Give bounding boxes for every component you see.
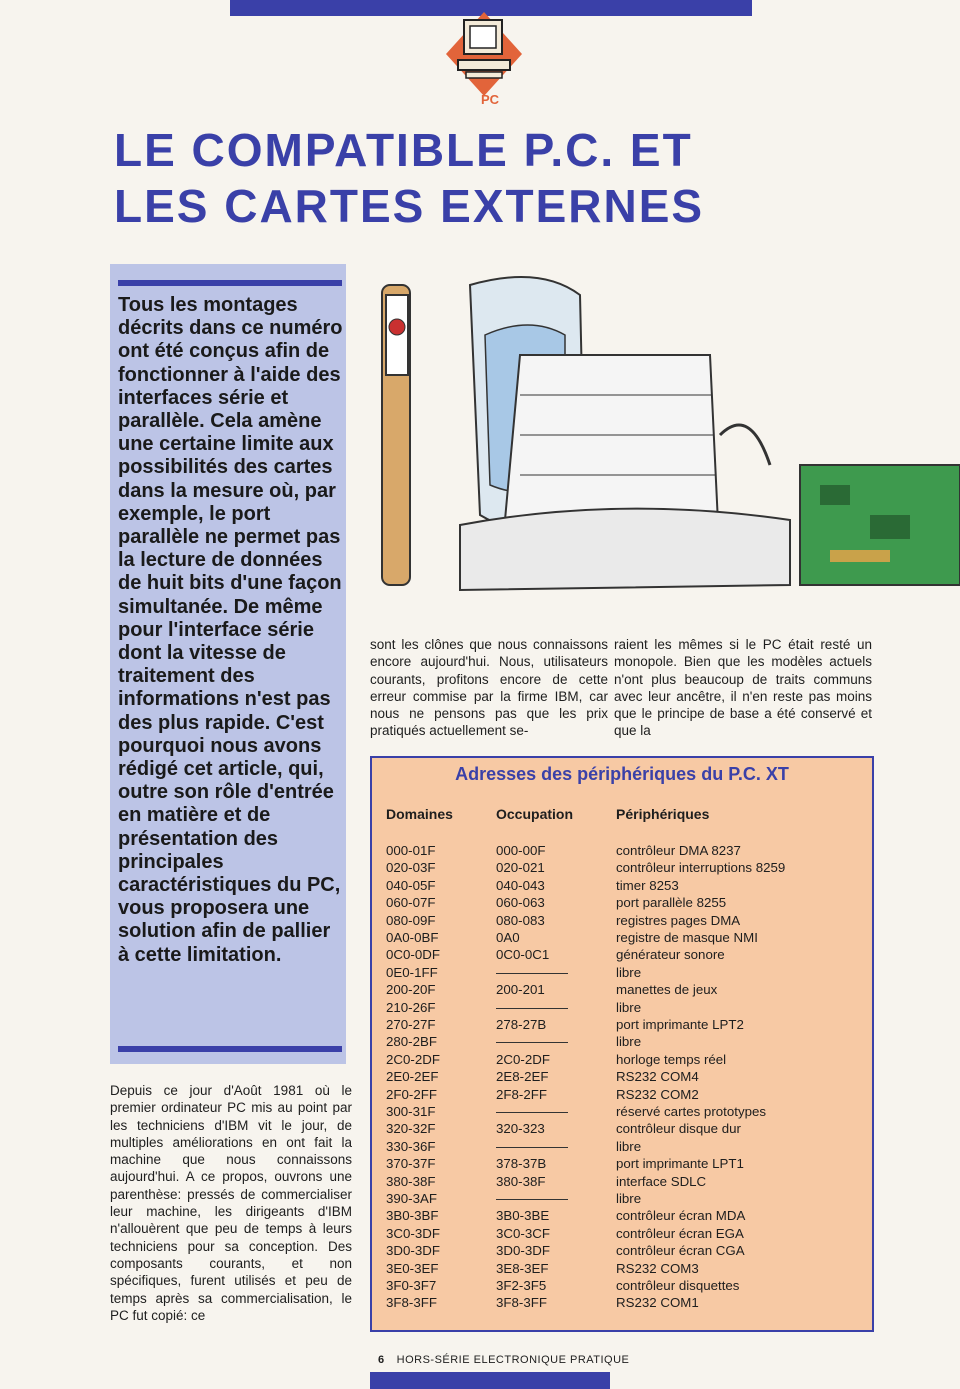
table-cell: 380-38F [496, 1173, 546, 1189]
table-cell: générateur sonore [616, 947, 725, 963]
table-cell: interface SDLC [616, 1173, 707, 1189]
table-cell: 370-37F [386, 1156, 436, 1172]
table-cell: registres pages DMA [616, 912, 741, 928]
section-label: PC [480, 92, 500, 107]
publication-name: HORS-SÉRIE ELECTRONIQUE PRATIQUE [396, 1354, 630, 1366]
table-cell: 0C0-0C1 [496, 947, 550, 963]
table-cell: 200-201 [496, 982, 545, 998]
column-header-domaines: Domaines [386, 806, 453, 822]
table-cell: 000-00F [496, 843, 546, 858]
table-cell: 060-07F [386, 895, 436, 911]
table-cell: 080-083 [496, 912, 545, 928]
table-cell: 3C0-3CF [496, 1225, 550, 1241]
table-cell [496, 1103, 568, 1120]
table-cell: RS232 COM1 [616, 1295, 699, 1311]
table-cell: contrôleur disquettes [616, 1278, 740, 1293]
table-cell [496, 999, 568, 1016]
table-cell: manettes de jeux [616, 982, 718, 998]
table-cell: 3E8-3EF [496, 1260, 549, 1276]
table-cell: 3E0-3EF [386, 1260, 439, 1276]
empty-occupation-dash [496, 973, 568, 974]
table-cell: 080-09F [386, 912, 436, 928]
table-cell: 0E0-1FF [386, 964, 438, 980]
table-cell: libre [616, 964, 642, 980]
table-cell: RS232 COM2 [616, 1086, 699, 1102]
table-cell: 320-32F [386, 1121, 436, 1137]
empty-occupation-dash [496, 1147, 568, 1148]
table-cell: registre de masque NMI [616, 930, 758, 945]
table-cell: 330-36F [386, 1138, 436, 1154]
table-cell [496, 1138, 568, 1155]
table-cell: RS232 COM4 [616, 1069, 699, 1085]
page-number: 6 [378, 1354, 385, 1366]
table-cell: RS232 COM3 [616, 1260, 699, 1276]
table-cell: libre [616, 1138, 642, 1154]
table-cell: 3D0-3DF [496, 1243, 550, 1259]
table-cell: 278-27B [496, 1017, 547, 1032]
table-cell: 380-38F [386, 1173, 436, 1189]
table-cell: contrôleur écran MDA [616, 1208, 746, 1224]
table-cell: 020-021 [496, 860, 545, 876]
empty-occupation-dash [496, 1112, 568, 1113]
article-title [114, 122, 874, 234]
table-cell: 270-27F [386, 1017, 436, 1032]
table-cell: 200-20F [386, 982, 436, 998]
table-cell: port parallèle 8255 [616, 895, 727, 911]
title-line-2: LES CARTES EXTERNES [114, 180, 705, 232]
body-column-1: Depuis ce jour d'Août 1981 où le premier ordinateur PC mis au point par les techniciens d'IBM vit le jour, de multiples améliorations en ont fait la machine que nous connaissons aujourd'hui. A ce propos, ouvrons une parenthèse: pressés de commercialiser leur machine, les dirigeants d'IBM n'allouèrent que peu de temps à leurs techniciens pour sa conception. Des composants courants, et non spécifiques, furent utilisés et peu de temps après sa commercialisation, le PC fut copié: ce [110, 1083, 352, 1323]
table-cell: 280-2BF [386, 1034, 437, 1050]
column-header-peripheriques: Périphériques [616, 806, 710, 822]
column-header-occupation: Occupation [496, 806, 574, 822]
table-cell: port imprimante LPT2 [616, 1017, 744, 1032]
sidebar-top-rule [118, 280, 342, 286]
table-cell: contrôleur interruptions 8259 [616, 860, 786, 876]
body-column-2: sont les clônes que nous connaissons encore aujourd'hui. Nous, utilisateurs courants, profitons encore de cette erreur commise par la firme IBM, car nous ne pensons pas que les prix pratiqués actuellement se- [370, 637, 608, 739]
sidebar-bottom-rule [118, 1046, 342, 1052]
table-cell: 060-063 [496, 895, 545, 911]
table-cell: 040-043 [496, 877, 545, 893]
table-cell: 300-31F [386, 1104, 436, 1119]
table-cell: 0A0-0BF [386, 930, 439, 945]
table-cell: 000-01F [386, 843, 436, 858]
table-cell: 320-323 [496, 1121, 545, 1137]
table-cell: 040-05F [386, 877, 436, 893]
table-cell: 3F2-3F5 [496, 1278, 547, 1293]
table-cell: libre [616, 1191, 642, 1206]
table-cell: port imprimante LPT1 [616, 1156, 744, 1172]
title-line-1: LE COMPATIBLE P.C. ET [114, 124, 693, 176]
table-cell: 3C0-3DF [386, 1225, 440, 1241]
intro-text: Tous les montages décrits dans ce numéro ont été conçus afin de fonctionner à l'aide des interfaces série et parallèle. Cela amène une certaine limite aux possibilités des cartes dans la mesure où, par exemple, le port parallèle ne permet pas la lecture de données de huit bits d'une façon simultanée. De même pour l'interface série dont la vitesse de traitement des informations n'est pas des plus rapide. C'est pourquoi nous avons rédigé cet article, qui, outre son rôle d'entrée en matière et de présentation des principales caractéristiques du PC, vous proposera une solution afin de pallier à cette limitation. [118, 294, 343, 966]
table-cell: 2F0-2FF [386, 1086, 437, 1102]
table-cell: 3F8-3FF [386, 1295, 437, 1311]
table-cell: 2E0-2EF [386, 1069, 439, 1085]
table-title: Adresses des périphériques du P.C. XT [455, 764, 789, 784]
table-cell: 3F8-3FF [496, 1295, 547, 1311]
table-cell: 0C0-0DF [386, 947, 440, 963]
table-cell: contrôleur écran CGA [616, 1243, 745, 1259]
table-cell: 2C0-2DF [386, 1051, 440, 1067]
table-cell: 020-03F [386, 860, 436, 876]
table-cell: libre [616, 1034, 642, 1050]
table-cell: 3B0-3BE [496, 1208, 550, 1224]
table-cell: 390-3AF [386, 1191, 437, 1206]
table-cell: libre [616, 999, 642, 1015]
empty-occupation-dash [496, 1042, 568, 1043]
table-cell: réservé cartes prototypes [616, 1104, 767, 1119]
table-cell: 2E8-2EF [496, 1069, 549, 1085]
empty-occupation-dash [496, 1199, 568, 1200]
table-cell: contrôleur DMA 8237 [616, 843, 741, 858]
table-cell: 3D0-3DF [386, 1243, 440, 1259]
table-cell: 3B0-3BF [386, 1208, 439, 1224]
table-cell: 3F0-3F7 [386, 1278, 437, 1293]
table-cell [496, 1190, 568, 1207]
table-cell: 2F8-2FF [496, 1086, 547, 1102]
empty-occupation-dash [496, 1008, 568, 1009]
computer-cartoon-illustration [370, 255, 960, 600]
table-cell: 0A0 [496, 930, 520, 945]
table-cell: 378-37B [496, 1156, 547, 1172]
table-cell [496, 1033, 568, 1050]
body-column-3: raient les mêmes si le PC était resté un monopole. Bien que les modèles actuels n'ont plus beaucoup de traits communs avec leur ancêtre, il n'en reste pas moins que le principe de base a été conservé et que la [614, 637, 872, 739]
table-cell: 210-26F [386, 999, 436, 1015]
table-cell: timer 8253 [616, 877, 679, 893]
table-cell: horloge temps réel [616, 1051, 727, 1067]
page-footer [378, 1354, 629, 1366]
table-cell: contrôleur disque dur [616, 1121, 741, 1137]
pc-section-logo [444, 10, 524, 105]
table-cell: 2C0-2DF [496, 1051, 550, 1067]
table-cell: contrôleur écran EGA [616, 1225, 744, 1241]
bottom-color-bar [370, 1372, 610, 1389]
table-cell [496, 964, 568, 981]
